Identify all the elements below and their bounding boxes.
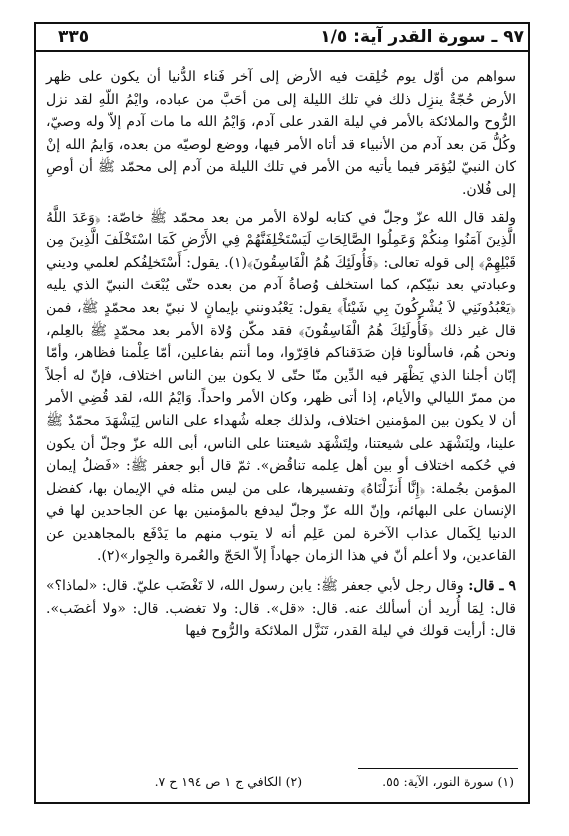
surah-heading: ٩٧ ـ سورة القدر آية: ١/٥ xyxy=(320,27,524,47)
narration-paragraph xyxy=(46,575,516,643)
paragraph: ولقد قال الله عزّ وجلّ في كتابه لولاة الأمر من بعد محمّد ﷺ خاصّة: ﴿وَعَدَ اللَّهُ الَّذِينَ آمَنُوا مِنكُمْ وَعَمِلُوا الصَّالِحَاتِ لَيَسْتَخْلِفَنَّهُمْ فِي الأَرْضِ كَمَا اسْتَخْلَفَ الَّذِينَ مِن قَبْلِهِمْ﴾ إلى قوله تعالى: ﴿فَأُولَئِكَ هُمُ الْفَاسِقُونَ﴾(١). يقول: أَسْتَخلِفُكم لعلمي وديني وعبادتي بعد نبيّكم، كما استخلف وُصاةُ آدم من بعده حتّى يُبْعَث النبيّ الذي يليه ﴿يَعْبُدُونَنِي لاَ يُشْرِكُونَ بِي شَيْئاً﴾ يقول: يَعْبُدونني بإيمانٍ لا نبيّ بعد محمّدٍ ﷺ، فمن قال غير ذلك ﴿فَأُولَئِكَ هُمُ الْفَاسِقُونَ﴾ فقد مكّن وُلاة الأمر بعد محمّدٍ ﷺ بالعِلم، ونحن هُم، فاسألونا فإن صَدَقناكم فاقِرّوا، وما أنتم بفاعلين، أمّا عِلْمنا فظاهر، وأمّا إبّان أجلنا الذي يَظْهَر فيه الدِّين منّا حتّى لا يكون بين الناس اختلاف، فإنّ له أجلاً من ممرّ الليالي والأيام، إذا أتى ظهر، وكان الأمر واحداً. وَايْمُ الله، لقد قُضِي الأمر أن لا يكون بين المؤمنين اختلاف، ولذلك جعله شُهداء على الناس لِيَشْهَدَ محمّدٌ ﷺ علينا، ولِنَشْهَد على شيعتنا، ولِتَشْهَد شيعتنا على الناس، أبى الله عزّ وجلّ أن يكون في حُكمه اختلاف أو بين أهل عِلمه تناقُض». ثمّ قال أبو جعفر ﷺ: «فَضلُ إيمان المؤمن بجُملة: ﴿إِنَّا أَنزَلْنَاهُ﴾ وتفسيرها، على من ليس مثله في الإيمان بها، كفضل الإنسان على البهائم، وإنّ الله عزّ وجلّ ليدفع بالمؤمنين بها عن الجاحدين لها في الدنيا لِكَمال عذاب الآخرة لمن عَلِم أنه لا يتوب منهم ما يَدْفَع بالمجاهدين عن القاعدين، ولا أعلم أنّ في هذا الزمان جهاداً إلاّ الحَجّ والعُمرة والجِوار»(٢). xyxy=(46,209,516,565)
page-number: ٣٣٥ xyxy=(58,27,90,47)
footnote: (١) سورة النور، الآية: ٥٥. xyxy=(382,774,514,789)
footnote-divider xyxy=(358,768,518,769)
running-header xyxy=(36,24,528,52)
paragraph: سواهم من أوّل يوم خُلِقت فيه الأرض إلى آخر فَناء الدُّنيا أن يكون على ظهر الأرض حُجّةٌ ينزِل ذلك في تلك الليلة إلى من أحَبَّ من عباده، وايْمُ اللّهِ لقد نزل الرُّوح والملائكة بالأمر في ليلة القدر على آدم، وَايْمُ الله ما مات آدم إلاّ وله وصيّ، وكُلُّ مَن بعد آدم من الأنبياء قد أتاه الأمر فيها، ووضع لوصيّه من بعده، وَايمُ الله إنْ كان النبيّ ليُؤمَر فيما يأتيه من الأمر في تلك الليلة من آدم إلى محمّد ﷺ أن أوصِ إلى فُلان. xyxy=(46,69,516,198)
footnotes xyxy=(50,774,514,789)
page-frame xyxy=(34,22,530,804)
narration-number: ٩ ـ قال: xyxy=(468,578,516,595)
footnote: (٢) الكافي ج ١ ص ١٩٤ ح ٧. xyxy=(154,774,303,789)
main-text xyxy=(36,52,528,643)
narration-text: وقال رجل لأبي جعفر ﷺ: يابن رسول الله، لا تَغْضَب عليّ. قال: «لماذا؟» قال: لِمَا أُريد أن أسألك عنه. قال: «قل». قال: ولا تغضب. قال: «ولا أغضَب». قال: أرأيت قولك في ليلة القدر، تَنَزَّل الملائكة والرُّوح فيها xyxy=(46,578,516,640)
